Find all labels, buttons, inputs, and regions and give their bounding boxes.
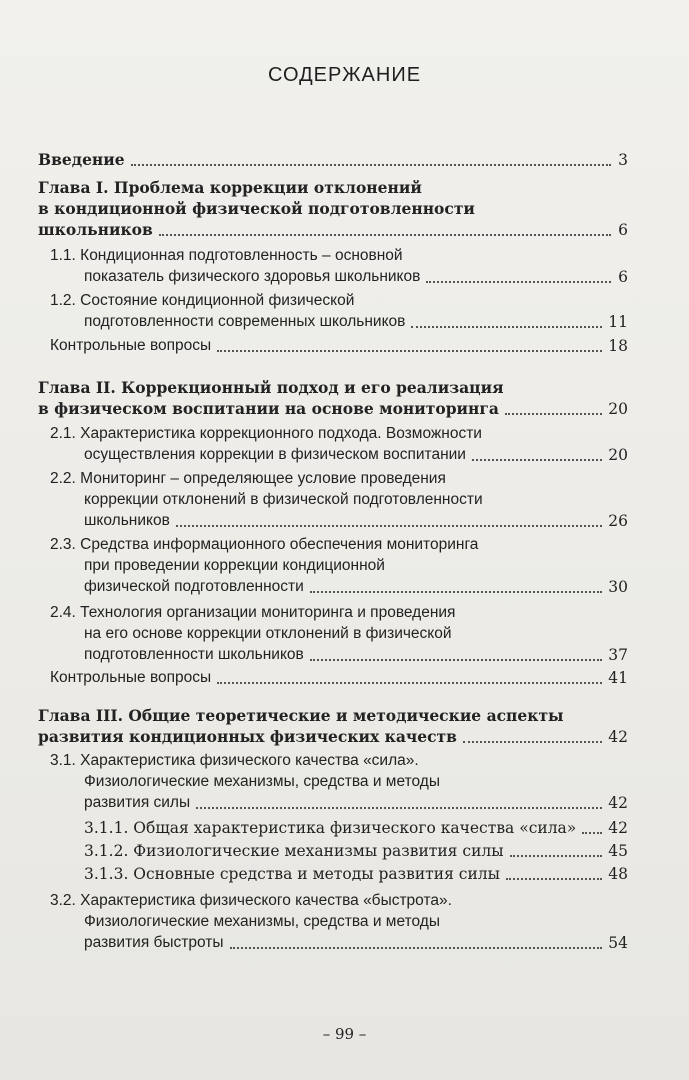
dot-leader [230, 947, 602, 949]
toc-page-number: 42 [608, 728, 628, 746]
toc-page-number: 20 [608, 400, 628, 418]
toc-page-number: 45 [608, 842, 628, 860]
toc-page-number: 3 [618, 151, 628, 169]
toc-entry-text: подготовленности школьников [84, 646, 304, 663]
toc-page-number: 20 [608, 446, 628, 464]
dot-leader [196, 807, 602, 809]
toc-page-number: 30 [608, 578, 628, 596]
toc-entry-text: развития силы [84, 794, 191, 811]
toc-entry-text: 2.2. Мониторинг – определяющее условие проведения [50, 470, 446, 487]
toc-page-number: 18 [608, 337, 628, 355]
toc-page-number: 48 [608, 865, 628, 883]
toc-entry-text: показатель физического здоровья школьников [84, 268, 421, 285]
toc-entry-text: на его основе коррекции отклонений в физической [84, 625, 452, 642]
page-title: СОДЕРЖАНИЕ [267, 64, 422, 86]
toc-entry-text: физической подготовленности [84, 578, 304, 595]
toc-page-number: 42 [608, 794, 628, 812]
toc-page-number: 6 [618, 221, 628, 239]
toc-entry-text: школьников [38, 220, 153, 239]
toc-page-number: 26 [608, 512, 628, 530]
toc-entry-text: Физиологические механизмы, средства и методы [84, 913, 440, 930]
toc-entry-text: 3.1.1. Общая характеристика физического качества «сила» [84, 819, 577, 837]
toc-page-number: 54 [608, 934, 628, 952]
dot-leader [310, 659, 602, 661]
toc-page-number: 11 [608, 313, 628, 331]
toc-entry-text: при проведении коррекции кондиционной [84, 557, 385, 574]
dot-leader [217, 350, 602, 352]
page-number: – 99 – [322, 1025, 367, 1043]
dot-leader [131, 164, 611, 166]
toc-entry-text: в физическом воспитании на основе мониторинга [38, 399, 499, 418]
toc-entry-text: 3.1.3. Основные средства и методы развития силы [84, 865, 500, 883]
dot-leader [217, 682, 602, 684]
dot-leader [176, 525, 602, 527]
dot-leader [310, 591, 602, 593]
toc-page-number: 37 [608, 646, 628, 664]
toc-entry-text: Физиологические механизмы, средства и методы [84, 773, 440, 790]
toc-entry-text: 3.1.2. Физиологические механизмы развития силы [84, 842, 504, 860]
toc-entry-text: осуществления коррекции в физическом воспитании [84, 446, 466, 463]
toc-entry-text: подготовленности современных школьников [84, 313, 406, 330]
toc-entry-text: 2.3. Средства информационного обеспечения мониторинга [50, 536, 479, 553]
toc-entry-text: 3.1. Характеристика физического качества «сила». [50, 752, 419, 769]
toc-entry-text: 1.2. Состояние кондиционной физической [50, 292, 355, 309]
toc-entry-text: развития быстроты [84, 934, 224, 951]
toc-entry-text: Глава II. Коррекционный подход и его реализация [38, 378, 504, 397]
toc-entry-text: 2.4. Технология организации мониторинга и проведения [50, 604, 456, 621]
toc-entry-text: Контрольные вопросы [50, 337, 212, 354]
toc-entry-text: Глава III. Общие теоретические и методические аспекты [38, 706, 564, 725]
toc-entry-text: Глава I. Проблема коррекции отклонений [38, 178, 422, 197]
toc-entry-text: 2.1. Характеристика коррекционного подхода. Возможности [50, 425, 482, 442]
dot-leader [159, 234, 611, 236]
toc-entry-text: коррекции отклонений в физической подготовленности [84, 491, 483, 508]
toc-page-number: 41 [608, 669, 628, 687]
toc-entry-text: в кондиционной физической подготовленности [38, 199, 475, 218]
toc-entry-text: Контрольные вопросы [50, 669, 212, 686]
toc-entry-text: школьников [84, 512, 170, 529]
toc-entry-text: 1.1. Кондиционная подготовленность – основной [50, 247, 403, 264]
toc-entry-text: Введение [38, 150, 125, 169]
toc-entry-text: 3.2. Характеристика физического качества «быстрота». [50, 892, 452, 909]
toc-entry-text: развития кондиционных физических качеств [38, 727, 457, 746]
toc-page-number: 42 [608, 819, 628, 837]
toc-page-number: 6 [618, 268, 628, 286]
